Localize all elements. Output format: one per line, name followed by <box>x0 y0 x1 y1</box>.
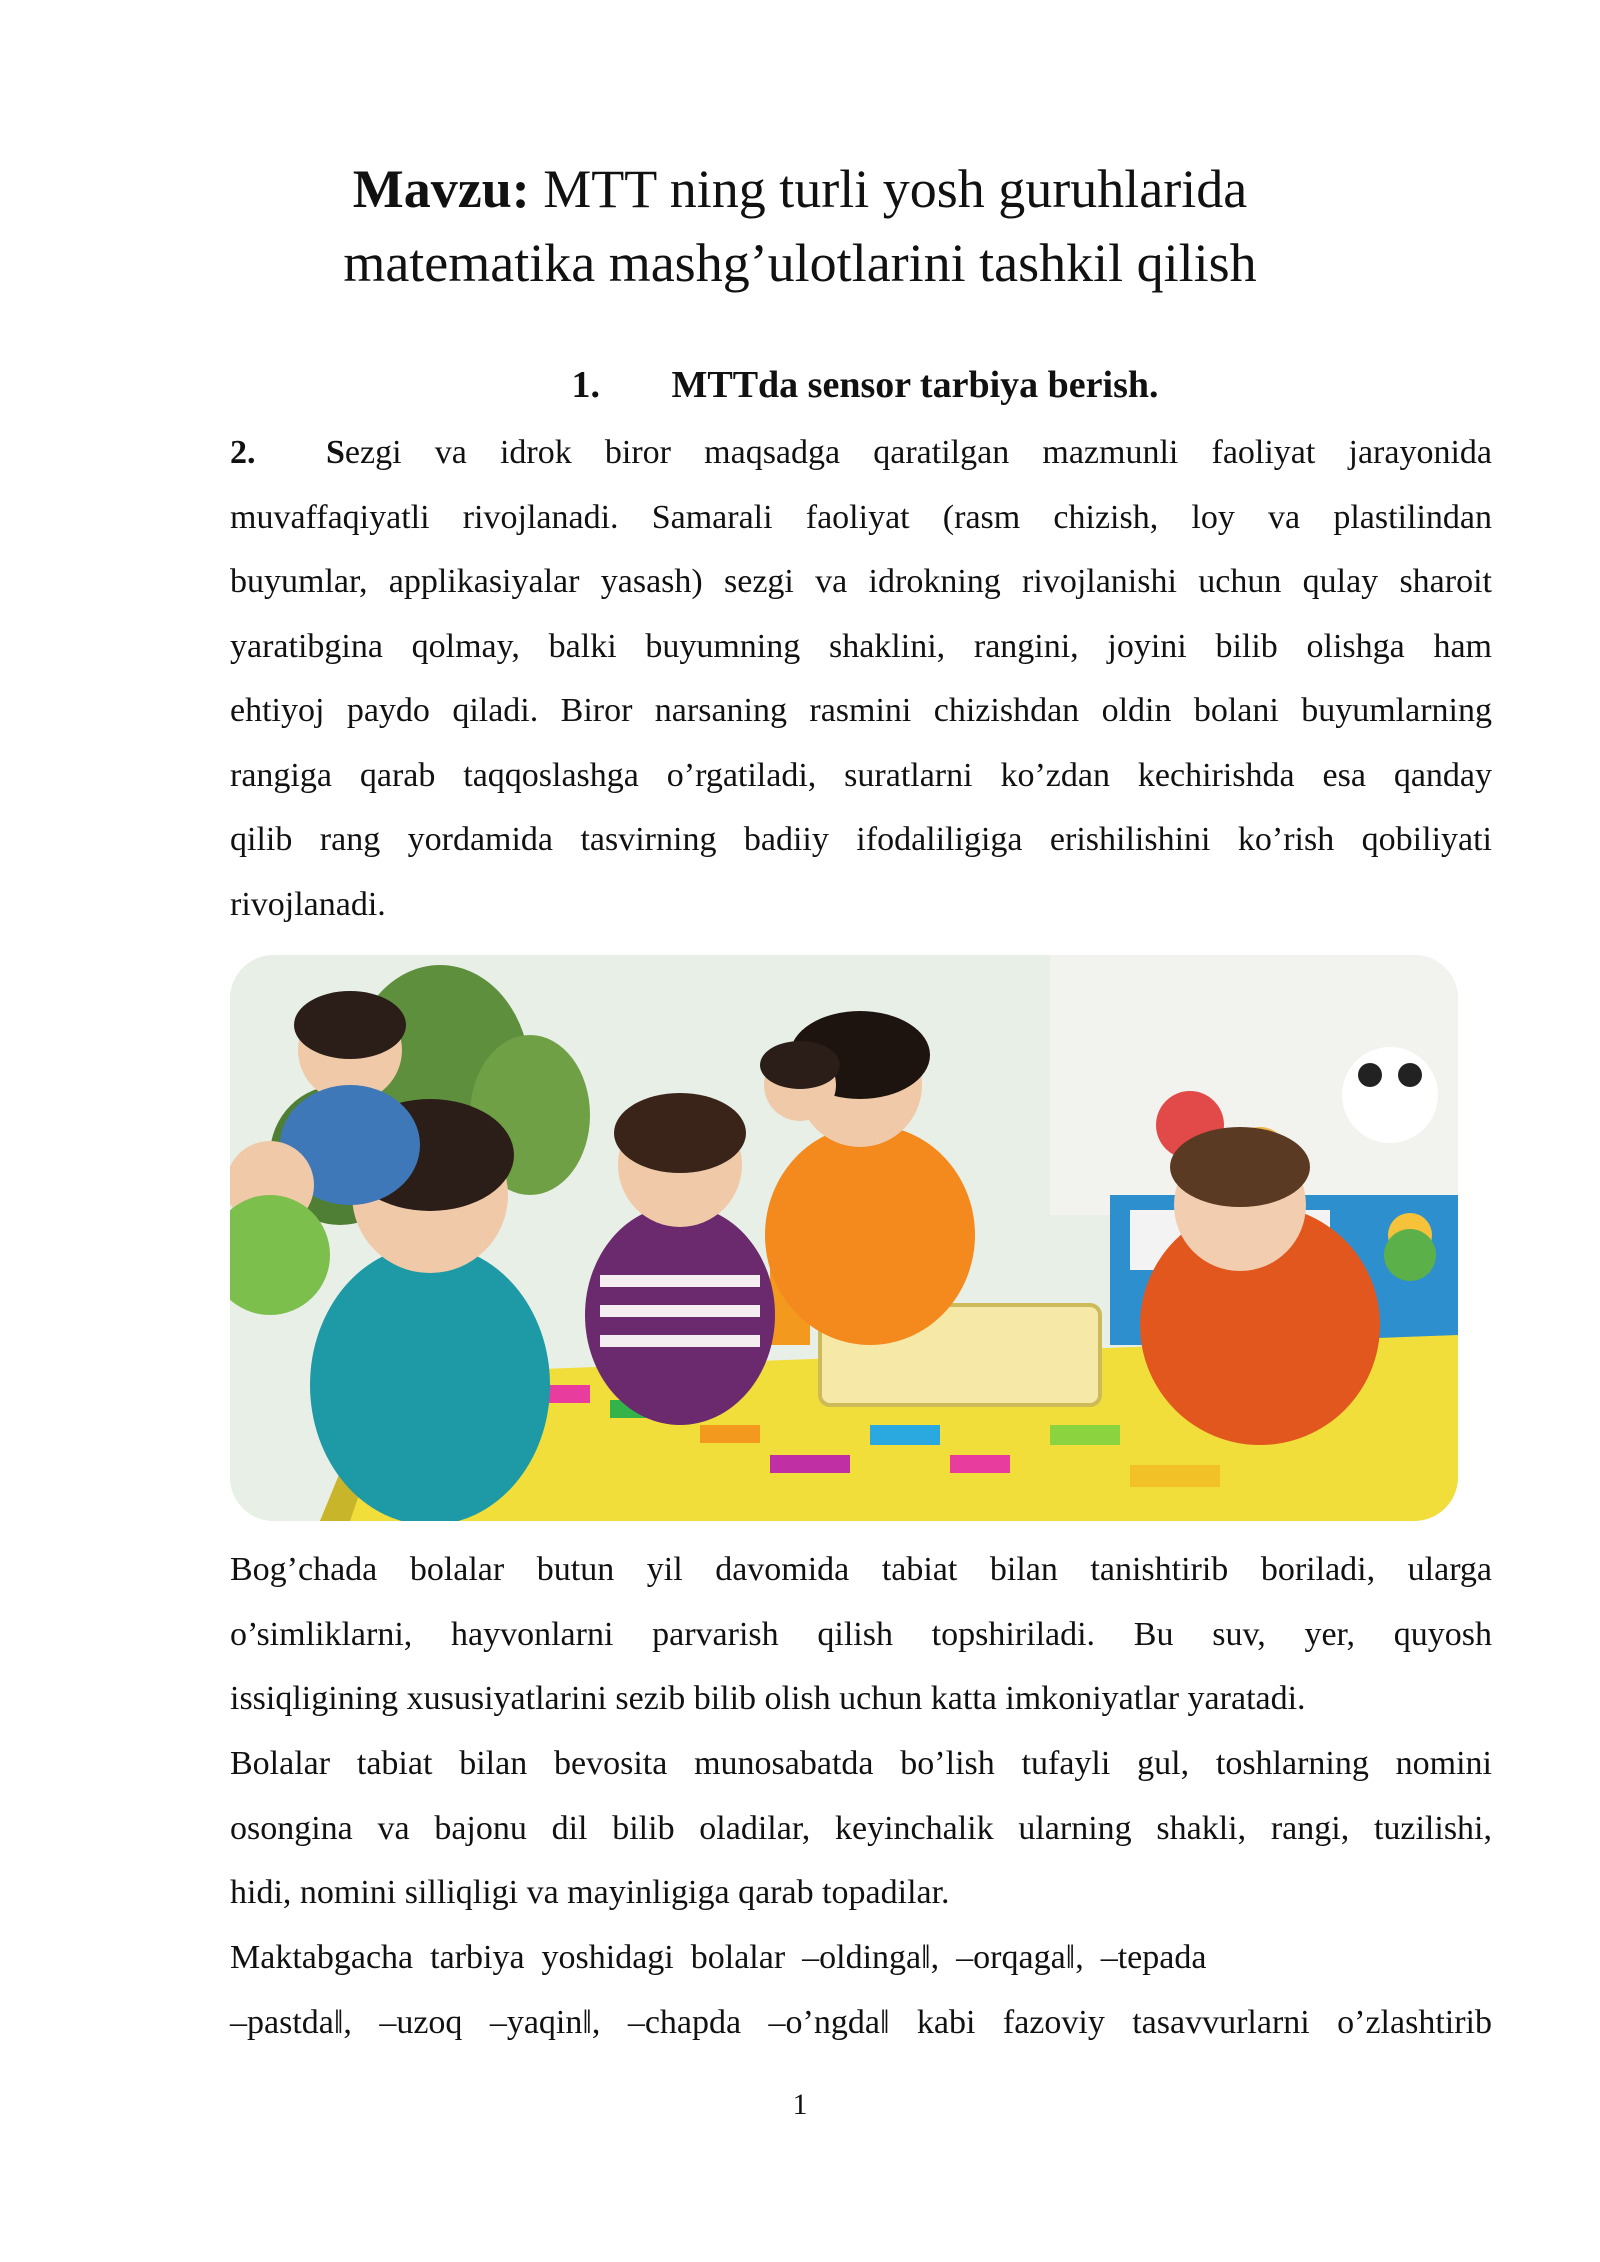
title-label: Mavzu: <box>352 159 530 219</box>
title-line2: matematika mashg’ulotlarini tashkil qilish <box>343 233 1257 293</box>
paragraph-3 <box>230 1732 1492 1926</box>
text-line: yaratibgina qolmay, balki buyumning shaklini, rangini, joyini bilib olishga ham <box>230 627 1492 665</box>
photo-illustration <box>230 955 1458 1521</box>
drop-letter: S <box>326 434 345 471</box>
text-line: Bolalar tabiat bilan bevosita munosabatda bo’lish tufayli gul, toshlarning nomini <box>230 1745 1492 1782</box>
heading-number: 1. <box>571 364 600 406</box>
text-line: qilib rang yordamida tasvirning badiiy ifodaliligiga erishilishini ko’rish qobiliyati <box>230 821 1492 858</box>
text-line: o’simliklarni, hayvonlarni parvarish qilish topshiriladi. Bu suv, yer, quyosh <box>230 1615 1492 1653</box>
text-line: buyumlar, applikasiyalar yasash) sezgi va idrokning rivojlanishi uchun qulay sharoit <box>230 563 1492 600</box>
text-line: osongina va bajonu dil bilib oladilar, keyinchalik ularning shakli, rangi, tuzilishi, <box>230 1809 1492 1847</box>
text-line: Maktabgacha tarbiya yoshidagi bolalar ‒oldinga‖, ‒orqaga‖, ‒tepada <box>230 1939 1207 1976</box>
text-line: hidi, nomini silliqligi va mayinligiga qarab topadilar. <box>230 1874 950 1911</box>
page-number: 1 <box>792 2088 808 2121</box>
paragraph-2 <box>230 1538 1492 1732</box>
text-line: rivojlanadi. <box>230 885 386 923</box>
section-heading <box>230 360 1500 410</box>
heading-text: MTTda sensor tarbiya berish. <box>671 364 1159 406</box>
text-line: rangiga qarab taqqoslashga o’rgatiladi, suratlarni ko’zdan kechirishda esa qanday <box>230 756 1492 794</box>
text-line: ezgi va idrok biror maqsadga qaratilgan mazmunli faoliyat jarayonida <box>344 434 1492 471</box>
paragraph-1-line-1 <box>230 421 1492 486</box>
text-line: Bog’chada bolalar butun yil davomida tabiat bilan tanishtirib boriladi, ularga <box>230 1551 1492 1588</box>
text-line: issiqligining xususiyatlarini sezib bilib olish uchun katta imkoniyatlar yaratadi. <box>230 1680 1306 1717</box>
text-line: ‒pastda‖, ‒uzoq ‒yaqin‖, ‒chapda ‒o’ngda‖ kabi fazoviy tasavvurlarni o’zlashtirib <box>230 2003 1492 2041</box>
text-line: muvaffaqiyatli rivojlanadi. Samarali faoliyat (rasm chizish, loy va plastilindan <box>230 498 1492 536</box>
paragraph-1 <box>230 421 1492 937</box>
children-playing-photo <box>230 955 1458 1521</box>
page-title <box>230 152 1370 300</box>
paragraph-4 <box>230 1926 1492 2055</box>
paragraph-number: 2. <box>230 434 256 471</box>
title-line1: MTT ning turli yosh guruhlarida <box>529 159 1248 219</box>
text-line: ehtiyoj paydo qiladi. Biror narsaning rasmini chizishdan oldin bolani buyumlarning <box>230 692 1492 729</box>
